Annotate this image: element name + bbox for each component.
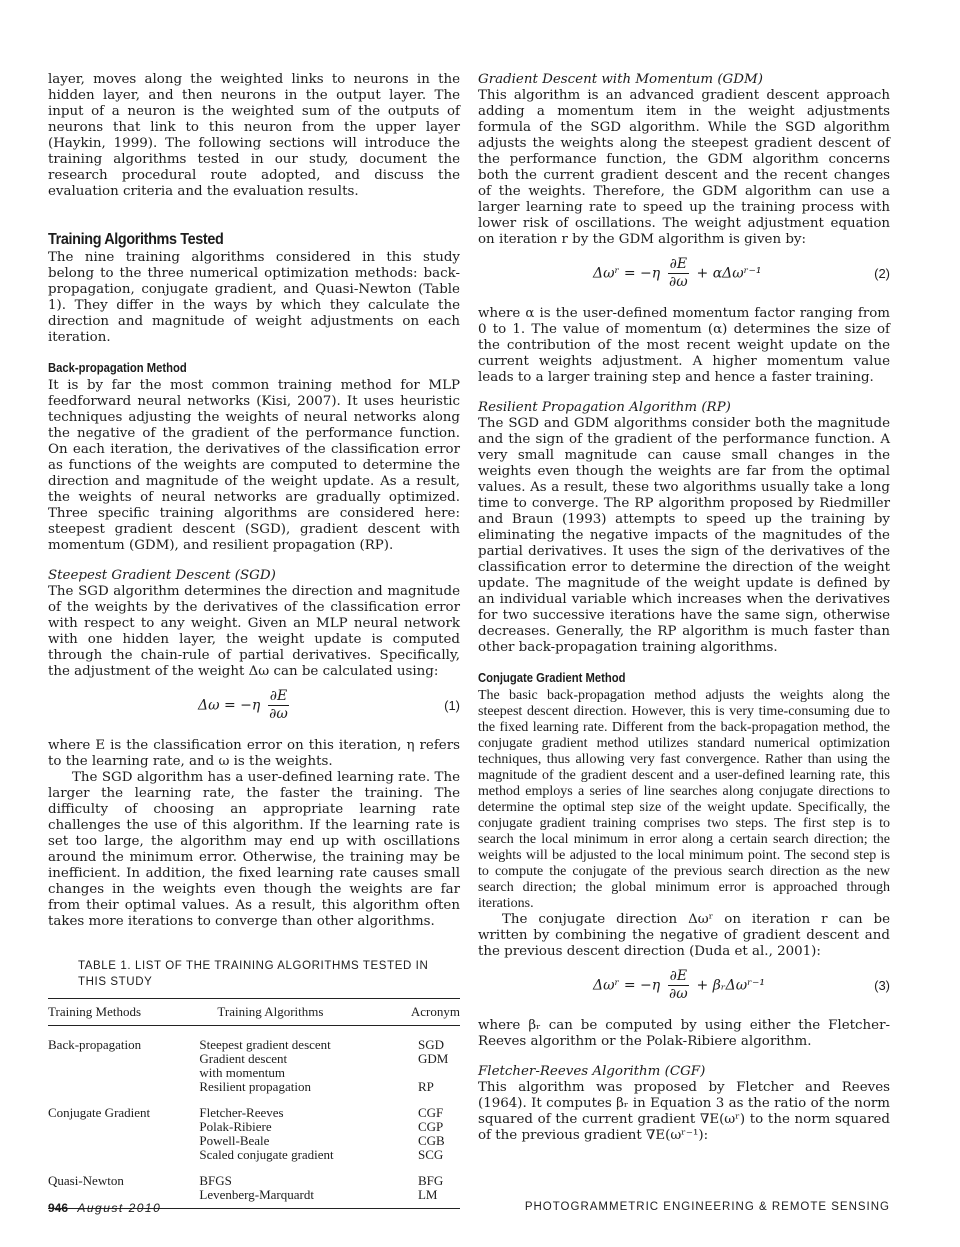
sgd-where-paragraph: where E is the classification error on this iteration, η refers to the learning rate, and ω is the weights. <box>48 738 460 769</box>
rp-paragraph: The SGD and GDM algorithms consider both the magnitude and the sign of the gradient of the performance function. A very small magnitude can cause small changes in the weights even though the weights are far from the optimal values. As a result, these two algorithms usually take a long time to converge. The RP algorithm proposed by Riedmiller and Braun (1993) attempts to speed up the training by eliminating the negative impacts of the magnitudes of the partial derivatives. It uses the sign of the derivatives of the classification error to determine the direction of the weight update. The magnitude of the weight update is defined by an individual variable which increases when the derivatives for two successive iterations have the same sign, otherwise decreases. Generally, the RP algorithm is much faster than other back-propagation training algorithms. <box>478 416 890 655</box>
table1-acr: LM <box>404 1188 460 1209</box>
table1-caption: TABLE 1. LIST OF THE TRAINING ALGORITHMS TESTED IN THIS STUDY <box>78 960 429 988</box>
table-row <box>48 1162 460 1188</box>
table-row <box>48 1094 460 1120</box>
page-number: 946 <box>48 1201 69 1215</box>
table-row <box>48 1066 460 1080</box>
table1-algo: Fletcher-Reeves <box>199 1105 284 1120</box>
subsubsection-heading-rp: Resilient Propagation Algorithm (RP) <box>478 400 731 415</box>
eq1-lhs: Δω = −η <box>198 697 261 714</box>
table1-header-methods: Training Methods <box>48 999 199 1026</box>
eq2-lhs: Δωʳ = −η <box>593 265 661 282</box>
conjugate-gradient-paragraph: The basic back-propagation method adjusts the weights along the steepest descent direction. However, this is very time-consuming due to the fixed learning rate. Different from the back-propagation method, the conjugate gradient method utilizes standard numerical optimization techniques, thus allowing very fast convergence. Rather than using the magnitude of the gradient descent and a user-defined learning rate, this method employs a series of line searches along conjugate directions to determine the optimal step size of the weight update. Specifically, the conjugate gradient training comprises two steps. The first step is to search the local minimum in error along a certain search direction; the weights will be adjusted to the local minimum point. The second step is to compute the conjugate of the previous search direction as the new search direction; the global minimum error is approached through iterations. <box>478 688 890 911</box>
equation-3 <box>478 968 890 1012</box>
gdm-paragraph: This algorithm is an advanced gradient descent approach adding a momentum item in the weight adjustments formula of the SGD algorithm. While the SGD algorithm adjusts the weights along the steepest gradient descent of the performance function, the GDM algorithm concerns both the current gradient descent and the recent changes of the weights. Therefore, the GDM algorithm can use a larger learning rate to speed up the training process with lower risk of oscillations. The weight adjustment equation on iteration r by the GDM algorithm is given by: <box>478 88 890 247</box>
equation-2 <box>478 256 890 300</box>
eq3-denominator: ∂ω <box>669 986 688 1002</box>
table1-acr: CGF <box>417 1105 444 1120</box>
right-column <box>478 72 890 1144</box>
eq1-label: (1) <box>444 698 460 713</box>
table1-acr: CGB <box>417 1133 445 1148</box>
section-paragraph: The nine training algorithms considered in this study belong to the three numerical optimization methods: back-propagation, conjugate gradient, and Quasi-Newton (Table 1). They differ in the ways by which they calculate the direction and magnitude of weight adjustments on each iteration. <box>48 250 460 345</box>
table1-algo: Gradient descent <box>199 1051 288 1066</box>
section-heading-training-algorithms: Training Algorithms Tested <box>48 231 224 248</box>
subsubsection-heading-gdm: Gradient Descent with Momentum (GDM) <box>478 72 763 87</box>
table-row <box>48 1120 460 1134</box>
sgd-learning-rate-paragraph: The SGD algorithm has a user-defined learning rate. The larger the learning rate, the faster the training. The difficulty of choosing an appropriate learning rate challenges the use of this algorithm. If the learning rate is set too large, the algorithm may end up with oscillations around the minimum error. Otherwise, the training may be inefficient. In addition, the fixed learning rate causes small changes in the weights even though the weights are far from their optimal values. As a result, this algorithm often takes more iterations to converge than other algorithms. <box>48 770 460 929</box>
table-row <box>48 1052 460 1066</box>
table1-acr: BFG <box>417 1173 444 1188</box>
table1-algo: Scaled conjugate gradient <box>199 1147 334 1162</box>
eq1-fraction <box>268 688 289 723</box>
subsubsection-heading-cgf: Fletcher-Reeves Algorithm (CGF) <box>478 1064 706 1079</box>
table1-acr: SCG <box>417 1147 444 1162</box>
eq2-numerator: ∂E <box>669 256 688 272</box>
conjugate-direction-paragraph: The conjugate direction Δωʳ on iteration r can be written by combining the negative of gradient descent and the previous descent direction (Duda et al., 2001): <box>478 912 890 959</box>
table1 <box>48 998 460 1209</box>
issue-date: August 2010 <box>77 1201 162 1215</box>
beta-where-paragraph: where βᵣ can be computed by using either the Fletcher-Reeves algorithm or the Polak-Ribiere algorithm. <box>478 1018 890 1049</box>
table-row <box>48 1148 460 1162</box>
eq3-fraction <box>668 968 689 1003</box>
table1-algo: Steepest gradient descent <box>199 1037 331 1052</box>
eq3-lhs: Δωʳ = −η <box>593 977 661 994</box>
table1-algo: Resilient propagation <box>199 1079 311 1094</box>
journal-name: PHOTOGRAMMETRIC ENGINEERING & REMOTE SENSING <box>524 1201 890 1213</box>
table1-acr: RP <box>417 1079 434 1094</box>
table1-algo: Powell-Beale <box>199 1133 270 1148</box>
table-row <box>48 1134 460 1148</box>
equation-1 <box>48 688 460 732</box>
eq3-rhs: + βᵣΔωʳ⁻¹ <box>696 977 766 994</box>
table1-algo: with momentum <box>199 1065 285 1080</box>
table1-header-row <box>48 999 460 1026</box>
table1-algo: Polak-Ribiere <box>199 1119 272 1134</box>
cgf-paragraph: This algorithm was proposed by Fletcher and Reeves (1964). It computes βᵣ in Equation 3 as the ratio of the norm squared of the current gradient ∇E(ωʳ) to the norm squared of the previous gradient ∇E(ωʳ⁻¹): <box>478 1080 890 1143</box>
table1-header-acronym: Acronym <box>404 999 460 1026</box>
table1-algo: BFGS <box>199 1173 232 1188</box>
table-row <box>48 1026 460 1053</box>
eq2-label: (2) <box>874 266 890 281</box>
eq2-rhs: + αΔωʳ⁻¹ <box>696 265 762 282</box>
left-column <box>48 72 460 1209</box>
table1-header-algorithms: Training Algorithms <box>199 999 404 1026</box>
table1-acr <box>404 1066 460 1080</box>
eq2-fraction <box>668 256 689 291</box>
table1-acr: CGP <box>417 1119 444 1134</box>
table1-acr: SGD <box>417 1037 444 1052</box>
subsection-heading-conjugate-gradient: Conjugate Gradient Method <box>478 671 626 685</box>
eq1-denominator: ∂ω <box>269 706 288 722</box>
table1-algo: Levenberg-Marquardt <box>199 1188 404 1209</box>
table1-method: Back-propagation <box>48 1037 142 1052</box>
table1-method: Quasi-Newton <box>48 1173 124 1188</box>
eq3-numerator: ∂E <box>669 968 688 984</box>
subsubsection-heading-sgd: Steepest Gradient Descent (SGD) <box>48 568 276 583</box>
footer-left <box>48 1201 161 1215</box>
eq3-label: (3) <box>874 978 890 993</box>
back-propagation-paragraph: It is by far the most common training method for MLP feedforward neural networks (Kisi, 2007). It uses heuristic techniques adjusting the weights of neural networks along the negative of the gradient of the performance function. On each iteration, the derivatives of the classification error as functions of the weights are computed to determine the direction and magnitude of the weight update. As a result, the weights of neural networks are gradually optimized. Three specific training algorithms are considered here: steepest gradient descent (SGD), gradient descent with momentum (GDM), and resilient propagation (RP). <box>48 378 460 553</box>
table-row <box>48 1080 460 1094</box>
subsection-heading-back-propagation: Back-propagation Method <box>48 361 187 375</box>
sgd-paragraph: The SGD algorithm determines the direction and magnitude of the weights by the derivatives of the classification error with respect to any weight. Given an MLP neural network with one hidden layer, the weight update is computed through the chain-rule of partial derivatives. Specifically, the adjustment of the weight Δω can be calculated using: <box>48 584 460 679</box>
gdm-where-paragraph: where α is the user-defined momentum factor ranging from 0 to 1. The value of momentum (α) determines the size of the contribution of the most recent weight update on the current weights adjustment. A higher momentum value leads to a larger training step and hence a faster training. <box>478 306 890 385</box>
table1-method: Conjugate Gradient <box>48 1105 151 1120</box>
eq2-denominator: ∂ω <box>669 274 688 290</box>
eq1-numerator: ∂E <box>269 688 288 704</box>
table1-acr: GDM <box>417 1051 449 1066</box>
intro-paragraph: layer, moves along the weighted links to neurons in the hidden layer, and then neurons in the output layer. The input of a neuron is the weighted sum of the outputs of neurons that link to this neuron from the upper layer (Haykin, 1999). The following sections will introduce the training algorithms tested in our study, document the research procedural route adopted, and discuss the evaluation criteria and the evaluation results. <box>48 72 460 199</box>
